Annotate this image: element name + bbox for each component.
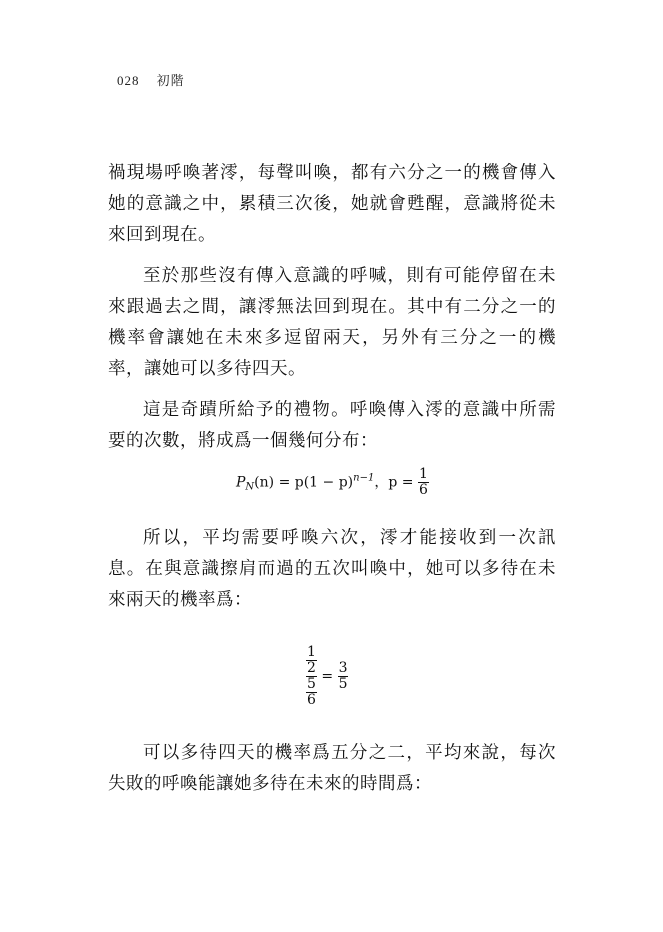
page-number: 028 — [117, 73, 140, 88]
fraction-one-sixth: $\frac{1}{6}$ — [418, 466, 428, 498]
formula-probability-ratio: $\frac{\frac{1}{2}}{\frac{5}{6}}$ = $\frac{3}{5}$ — [307, 644, 348, 708]
text-block-2 — [108, 523, 556, 626]
text-block-3 — [108, 738, 556, 810]
chapter-title: 初階 — [156, 74, 185, 89]
paragraph-2: 至於那些沒有傳入意識的呼喊，則有可能停留在未來跟過去之間，讓澪無法回到現在。其中有二分之一的機率會讓她在未來多逗留兩天，另外有三分之一的機率，讓她可以多待四天。 — [108, 266, 556, 379]
paragraph-3: 這是奇蹟所給予的禮物。呼喚傳入澪的意識中所需要的次數，將成爲一個幾何分布： — [108, 400, 556, 451]
subscript-n: N — [245, 481, 255, 493]
paragraph-4: 所以，平均需要呼喚六次，澪才能接收到一次訊息。在與意識擦肩而過的五次叫喚中，她可以多待在未來兩天的機率爲： — [108, 528, 556, 610]
page-header — [117, 70, 185, 89]
fraction-three-fifths: $\frac{3}{5}$ — [338, 660, 348, 692]
paragraph-1: 禍現場呼喚著澪，每聲叫喚，都有六分之一的機會傳入她的意識之中，累積三次後，她就會甦醒，意識將從未來回到現在。 — [108, 163, 556, 245]
compound-fraction: $\frac{\frac{1}{2}}{\frac{5}{6}}$ — [307, 644, 316, 708]
text-block-1 — [108, 158, 556, 467]
exponent: n−1 — [353, 472, 375, 484]
formula-geometric-distribution: $P_N(n) = p(1 - p)^{n-1}$，p = $\frac{1}{6}$ — [236, 466, 428, 498]
paragraph-5: 可以多待四天的機率爲五分之二，平均來說，每次失敗的呼喚能讓她多待在未來的時間爲： — [108, 743, 556, 794]
